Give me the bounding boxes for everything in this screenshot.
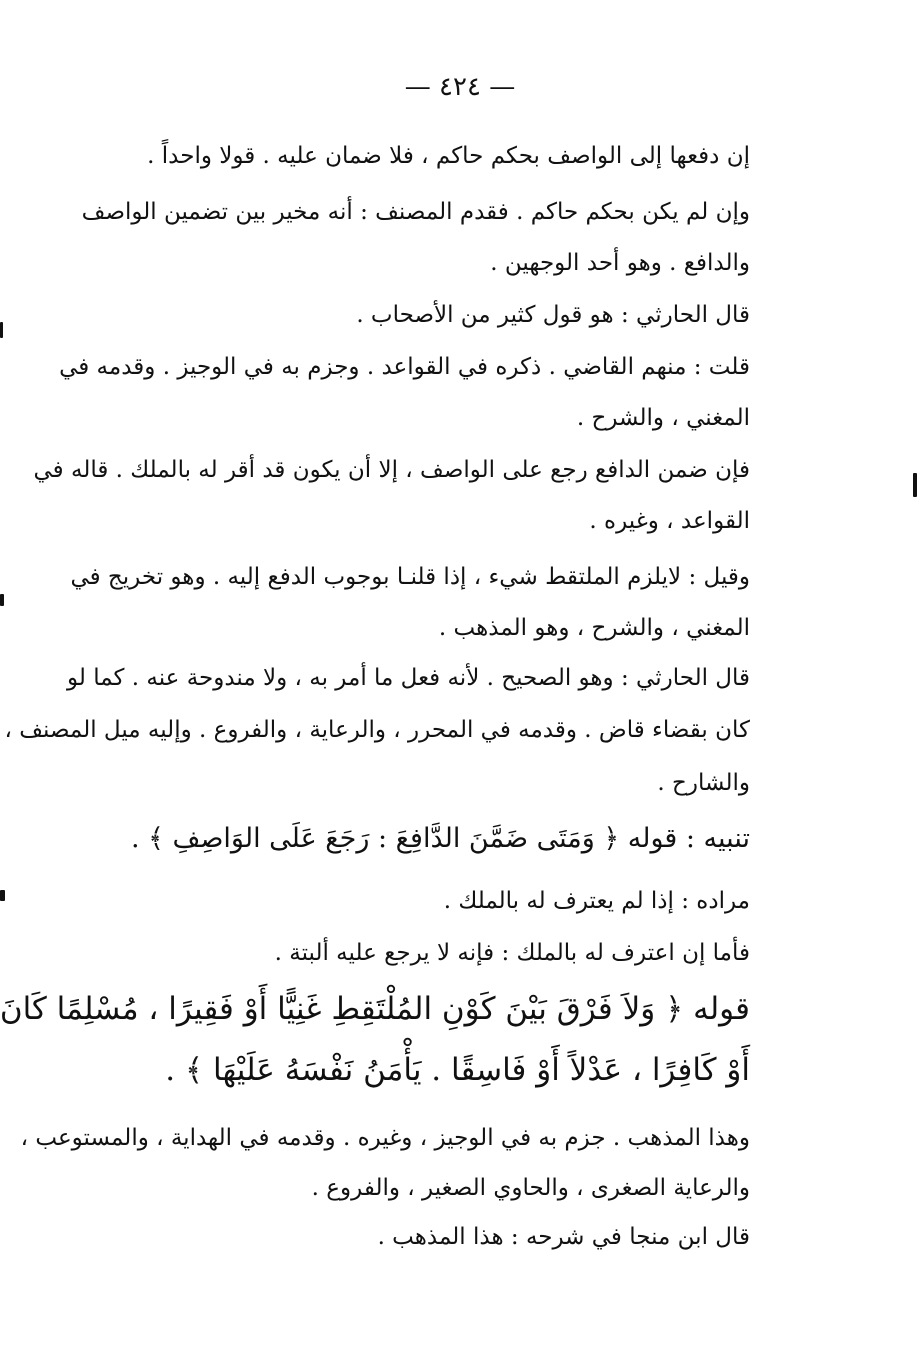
scan-margin-mark: [913, 473, 917, 497]
text-line: إن دفعها إلى الواصف بحكم حاكم ، فلا ضمان عليه . قولا واحداً .: [147, 143, 750, 169]
scan-margin-mark: [0, 322, 3, 338]
text-line: والشارح .: [657, 770, 750, 796]
text-line: والرعاية الصغرى ، والحاوي الصغير ، والفروع .: [311, 1175, 750, 1201]
text-line: المغني ، والشرح ، وهو المذهب .: [438, 615, 750, 641]
text-line: قال الحارثي : وهو الصحيح . لأنه فعل ما أمر به ، ولا مندوحة عنه . كما لو: [67, 665, 750, 691]
text-line: وإن لم يكن بحكم حاكم . فقدم المصنف : أنه مخير بين تضمين الواصف: [81, 199, 750, 225]
text-line: مراده : إذا لم يعترف له بالملك .: [443, 888, 750, 914]
text-line: قال الحارثي : هو قول كثير من الأصحاب .: [356, 302, 750, 328]
page-number: — ٤٢٤ —: [404, 72, 516, 102]
text-line: كان بقضاء قاض . وقدمه في المحرر ، والرعاية ، والفروع . وإليه ميل المصنف ،: [4, 717, 750, 743]
scan-margin-mark: [0, 594, 4, 606]
text-line: المغني ، والشرح .: [576, 405, 750, 431]
scan-margin-mark: [0, 890, 5, 901]
quoted-text-line: قوله ﴿ وَلاَ فَرْقَ بَيْنَ كَوْنِ المُلْتَقِطِ غَنِيًّا أَوْ فَقِيرًا ، مُسْلِمًا كَانَ: [0, 991, 750, 1027]
text-line: قال ابن منجا في شرحه : هذا المذهب .: [377, 1224, 750, 1250]
quoted-text-line: أَوْ كَافِرًا ، عَدْلاً أَوْ فَاسِقًا . يَأْمَنُ نَفْسَهُ عَلَيْهَا ﴾ .: [165, 1052, 750, 1088]
text-line: فأما إن اعترف له بالملك : فإنه لا يرجع عليه ألبتة .: [274, 940, 750, 966]
text-line: فإن ضمن الدافع رجع على الواصف ، إلا أن يكون قد أقر له بالملك . قاله في: [33, 457, 750, 483]
text-line: القواعد ، وغيره .: [589, 508, 750, 534]
text-line: والدافع . وهو أحد الوجهين .: [490, 250, 750, 276]
text-line: وهذا المذهب . جزم به في الوجيز ، وغيره . وقدمه في الهداية ، والمستوعب ،: [20, 1125, 750, 1151]
text-line: قلت : منهم القاضي . ذكره في القواعد . وجزم به في الوجيز . وقدمه في: [59, 354, 750, 380]
note-heading: تنبيه : قوله ﴿ وَمَتَى ضَمَّنَ الدَّافِعَ : رَجَعَ عَلَى الوَاصِفِ ﴾ .: [130, 823, 750, 854]
text-line: وقيل : لايلزم الملتقط شيء ، إذا قلنـا بوجوب الدفع إليه . وهو تخريج في: [70, 564, 750, 590]
